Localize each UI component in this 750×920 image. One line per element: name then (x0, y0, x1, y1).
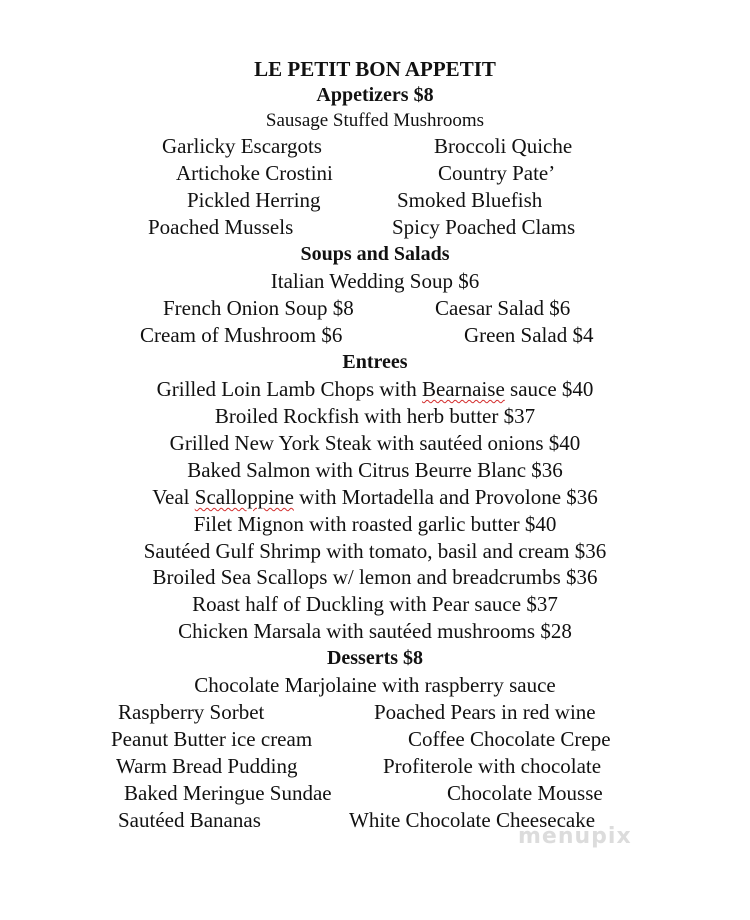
menu-item: Warm Bread Pudding (116, 754, 298, 778)
menu-item: Raspberry Sorbet (118, 700, 265, 724)
entree-item: Broiled Sea Scallops w/ lemon and breadcrumbs $36 (152, 565, 598, 589)
menu-item: Broccoli Quiche (434, 134, 573, 158)
entrees-heading: Entrees (342, 351, 408, 373)
menu-item: Sautéed Bananas (118, 808, 261, 832)
entree-item: Broiled Rockfish with herb butter $37 (214, 404, 536, 428)
entree-item: Baked Salmon with Citrus Beurre Blanc $36 (187, 458, 563, 482)
appetizer-row (0, 188, 750, 214)
entree-item: Chicken Marsala with sautéed mushrooms $28 (178, 619, 572, 643)
menu-item: French Onion Soup $8 (163, 296, 354, 320)
soup-salad-row (0, 323, 750, 349)
appetizers-heading: Appetizers $8 (316, 84, 434, 106)
menu-item: Country Pate’ (438, 161, 556, 185)
menu-item: Poached Pears in red wine (374, 700, 596, 724)
menu-item: Green Salad $4 (464, 323, 594, 347)
appetizer-row (0, 161, 750, 187)
dessert-row (0, 754, 750, 780)
appetizer-row (0, 134, 750, 160)
entree-item: Roast half of Duckling with Pear sauce $37 (192, 592, 558, 616)
soup-featured: Italian Wedding Soup $6 (270, 269, 480, 293)
menu-item: Garlicky Escargots (162, 134, 322, 158)
menupix-watermark: menupix (518, 824, 632, 849)
menu-item: Artichoke Crostini (176, 161, 333, 185)
entree-item: Sautéed Gulf Shrimp with tomato, basil and cream $36 (143, 539, 607, 563)
menu-item: Coffee Chocolate Crepe (408, 727, 611, 751)
dessert-row (0, 808, 750, 834)
menu-item: Peanut Butter ice cream (111, 727, 313, 751)
menu-item: Spicy Poached Clams (392, 215, 576, 239)
menu-item: Profiterole with chocolate (383, 754, 602, 778)
menu-item: Smoked Bluefish (397, 188, 543, 212)
dessert-row (0, 727, 750, 753)
spellcheck-flagged-word: Scalloppine (194, 485, 294, 509)
soup-salad-row (0, 296, 750, 322)
menu-item: Chocolate Mousse (447, 781, 603, 805)
menu-item: Baked Meringue Sundae (124, 781, 332, 805)
menu-item: Caesar Salad $6 (435, 296, 571, 320)
spellcheck-flagged-word: Bearnaise (421, 377, 505, 401)
dessert-row (0, 781, 750, 807)
menu-item: Poached Mussels (148, 215, 294, 239)
entree-item: Filet Mignon with roasted garlic butter $40 (193, 512, 557, 536)
menu-item: Pickled Herring (187, 188, 321, 212)
entree-item: Grilled Loin Lamb Chops with Bearnaise sauce $40 (156, 377, 594, 401)
restaurant-name: LE PETIT BON APPETIT (254, 57, 496, 81)
entree-item: Grilled New York Steak with sautéed onions $40 (169, 431, 581, 455)
desserts-heading: Desserts $8 (326, 647, 424, 669)
menu-item: Cream of Mushroom $6 (140, 323, 343, 347)
dessert-row (0, 700, 750, 726)
soups-salads-heading: Soups and Salads (300, 243, 450, 265)
entree-item: Veal Scalloppine with Mortadella and Provolone $36 (152, 485, 598, 509)
menu-item: White Chocolate Cheesecake (349, 808, 596, 832)
appetizer-row (0, 215, 750, 241)
dessert-featured: Chocolate Marjolaine with raspberry sauce (194, 673, 556, 697)
appetizer-featured: Sausage Stuffed Mushrooms (265, 110, 485, 131)
